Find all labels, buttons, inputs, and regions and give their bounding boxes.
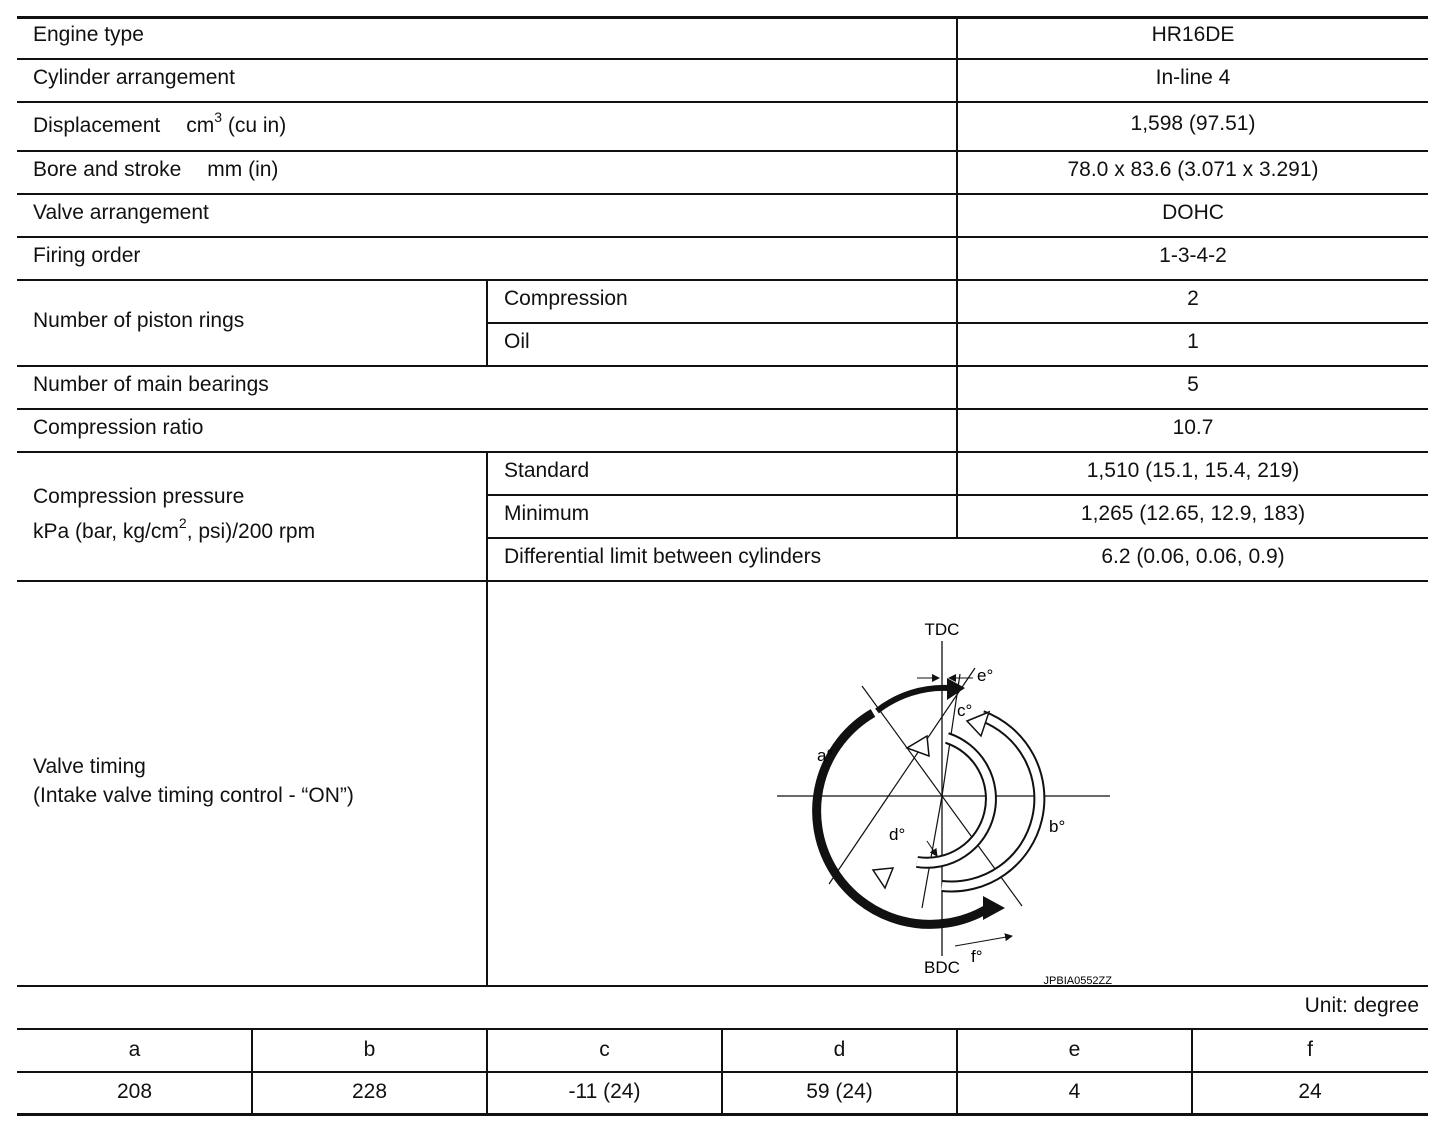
- oil-rings-value: 1: [1187, 330, 1199, 353]
- f-dimension-arrow: [955, 936, 1012, 946]
- oil-rings-label: Oil: [504, 330, 530, 353]
- timing-value-b: 228: [351, 1080, 388, 1103]
- timing-header-d: d: [833, 1038, 846, 1061]
- main-bearings-label: Number of main bearings: [33, 373, 269, 396]
- differential-limit-label: Differential limit between cylinders: [504, 545, 822, 568]
- bore-stroke-label: [33, 158, 278, 182]
- bore-stroke-label-main: Bore and stroke: [33, 158, 182, 181]
- compression-rings-label: Compression: [504, 287, 628, 310]
- bore-stroke-unit: mm (in): [207, 158, 279, 181]
- displacement-value: 1,598 (97.51): [1130, 112, 1256, 135]
- standard-pressure-label: Standard: [504, 459, 590, 482]
- firing-order-label: Firing order: [33, 244, 141, 267]
- timing-value-a: 208: [116, 1080, 153, 1103]
- timing-header-e: e: [1068, 1038, 1081, 1061]
- valve-timing-diagram: [777, 616, 1127, 987]
- cylinder-arrangement-value: In-line 4: [1155, 66, 1231, 89]
- valve-timing-sublabel: (Intake valve timing control - “ON”): [33, 784, 354, 807]
- valve-timing-label: Valve timing: [33, 755, 146, 778]
- timing-value-e: 4: [1068, 1080, 1081, 1103]
- engine-type-label: Engine type: [33, 23, 144, 46]
- standard-pressure-value: 1,510 (15.1, 15.4, 219): [1086, 459, 1300, 482]
- timing-value-d: 59 (24): [806, 1080, 873, 1103]
- compression-pressure-unit-sup: 2: [178, 515, 187, 531]
- compression-ratio-value: 10.7: [1172, 416, 1214, 439]
- e-angle-label: e°: [977, 666, 994, 685]
- displacement-label-main: Displacement: [33, 114, 161, 137]
- f-angle-label: f°: [971, 947, 983, 966]
- valve-arrangement-label: Valve arrangement: [33, 201, 209, 224]
- b-angle-label: b°: [1049, 817, 1066, 836]
- d-reference-line: [922, 796, 942, 908]
- minimum-pressure-value: 1,265 (12.65, 12.9, 183): [1080, 502, 1306, 525]
- displacement-unit-sup: 3: [214, 109, 223, 125]
- timing-header-b: b: [363, 1038, 376, 1061]
- compression-pressure-unit-prefix: kPa (bar, kg/cm: [33, 520, 179, 543]
- timing-header-c: c: [599, 1038, 610, 1061]
- valve-arrangement-value: DOHC: [1162, 201, 1224, 224]
- timing-value-c: -11 (24): [568, 1080, 641, 1103]
- engine-spec-table: [17, 16, 1428, 1116]
- diagram-code: JPBIA0552ZZ: [1043, 975, 1112, 987]
- bore-stroke-value: 78.0 x 83.6 (3.071 x 3.291): [1067, 158, 1319, 181]
- differential-limit-value: 6.2 (0.06, 0.06, 0.9): [1101, 545, 1285, 568]
- a-angle-label: a°: [817, 746, 834, 765]
- tdc-label: TDC: [924, 620, 960, 639]
- timing-header-f: f: [1307, 1038, 1313, 1061]
- minimum-pressure-label: Minimum: [504, 502, 590, 525]
- displacement-label: [33, 109, 287, 138]
- compression-pressure-unit: [33, 515, 316, 544]
- firing-order-value: 1-3-4-2: [1159, 244, 1227, 267]
- piston-rings-label: Number of piston rings: [33, 309, 245, 332]
- compression-pressure-unit-suffix: , psi)/200 rpm: [186, 520, 316, 543]
- cylinder-arrangement-label: Cylinder arrangement: [33, 66, 235, 89]
- c-angle-label: c°: [957, 701, 973, 720]
- main-bearings-value: 5: [1187, 373, 1199, 396]
- timing-header-a: a: [128, 1038, 141, 1061]
- d-angle-label: d°: [889, 825, 906, 844]
- timing-value-f: 24: [1298, 1080, 1322, 1103]
- compression-rings-value: 2: [1187, 287, 1199, 310]
- bdc-label: BDC: [924, 958, 960, 977]
- unit-note: Unit: degree: [1304, 994, 1419, 1017]
- intake-arc-arrow-bottom: [983, 896, 1005, 920]
- compression-ratio-label: Compression ratio: [33, 416, 204, 439]
- compression-pressure-label: Compression pressure: [33, 485, 245, 508]
- engine-type-value: HR16DE: [1151, 23, 1235, 46]
- exhaust-arrow-bottom: [873, 868, 893, 888]
- intake-arc-top: [877, 688, 949, 711]
- displacement-unit: cm: [186, 114, 215, 137]
- displacement-unit-suffix: (cu in): [227, 114, 287, 137]
